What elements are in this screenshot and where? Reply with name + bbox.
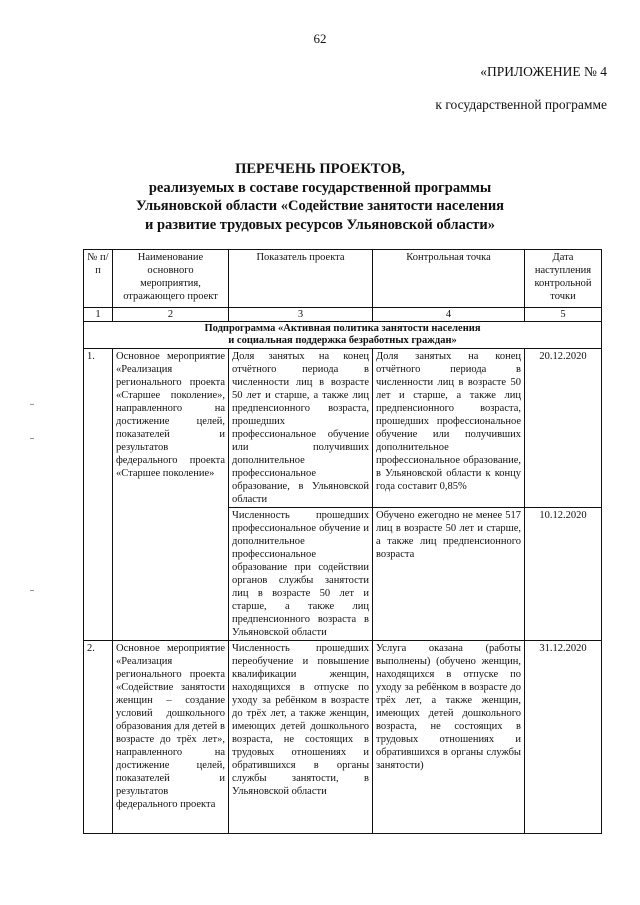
subprogram-line: Подпрограмма «Активная политика занятости населения bbox=[204, 323, 481, 334]
document-title bbox=[0, 160, 640, 234]
row-num: 2. bbox=[84, 641, 113, 834]
title-line: реализуемых в составе государственной программы bbox=[148, 179, 492, 196]
title-line: и развитие трудовых ресурсов Ульяновской области» bbox=[144, 216, 496, 233]
appendix-label: «ПРИЛОЖЕНИЕ № 4 bbox=[480, 64, 607, 79]
table-row bbox=[84, 349, 602, 508]
header-num: № п/п bbox=[84, 250, 113, 308]
row-indicator: Численность прошедших профессиональное обучение и дополнительное профессиональное образование при содействии органов службы занятости лиц в возрасте 50 лет и старше, а также лиц предпенсионного возраста в Ульяновской области bbox=[229, 508, 373, 641]
header-indicator: Показатель проекта bbox=[229, 250, 373, 308]
scan-speck bbox=[30, 590, 34, 591]
subprogram-row bbox=[84, 322, 602, 349]
row-date: 31.12.2020 bbox=[525, 641, 602, 834]
row-measure: Основное мероприятие «Реализация регионального проекта «Содействие занятости женщин – создание условий дошкольного образования для детей в возрасте до трёх лет», направленного на достижение целей, показателей и результатов федерального проекта bbox=[113, 641, 229, 834]
title-line: ПЕРЕЧЕНЬ ПРОЕКТОВ, bbox=[235, 161, 405, 177]
scan-speck bbox=[30, 438, 34, 439]
column-number: 5 bbox=[525, 308, 602, 322]
row-indicator: Доля занятых на конец отчётного периода в численности лиц в возрасте 50 лет и старше, а также лиц предпенсионного возраста, прошедших профессиональное обучение или получивших дополнительное профессиональное образование, в Ульяновской области bbox=[229, 349, 373, 508]
row-date: 20.12.2020 bbox=[525, 349, 602, 508]
row-num: 1. bbox=[84, 349, 113, 641]
row-indicator: Численность прошедших переобучение и повышение квалификации женщин, находящихся в отпуске по уходу за ребёнком в возрасте до трёх лет, а также женщин, имеющих детей дошкольного возраста, не состоящих в трудовых отношениях и обратившихся в органы службы занятости, в Ульяновской области bbox=[229, 641, 373, 834]
column-number: 4 bbox=[373, 308, 525, 322]
column-number: 2 bbox=[113, 308, 229, 322]
projects-table bbox=[83, 249, 602, 834]
header-checkpoint: Контрольная точка bbox=[373, 250, 525, 308]
table-row bbox=[84, 641, 602, 834]
subprogram-cell bbox=[84, 322, 602, 349]
column-number: 3 bbox=[229, 308, 373, 322]
column-number-row bbox=[84, 308, 602, 322]
column-number: 1 bbox=[84, 308, 113, 322]
header-date: Дата наступления контрольной точки bbox=[525, 250, 602, 308]
row-measure: Основное мероприятие «Реализация регионального проекта «Старшее поколение», направленного на достижение целей, показателей и результатов федерального проекта «Старшее поколение» bbox=[113, 349, 229, 641]
row-checkpoint: Доля занятых на конец отчётного периода в численности лиц в возрасте 50 лет и старше, а также лиц предпенсионного возраста, прошедших профессиональное обучение или получивших дополнительное профессиональное образование, в Ульяновской области к концу года составит 0,85% bbox=[373, 349, 525, 508]
title-line: Ульяновской области «Содействие занятости населения bbox=[135, 198, 505, 214]
row-checkpoint: Обучено ежегодно не менее 517 лиц в возрасте 50 лет и старше, а также лиц предпенсионного возраста bbox=[373, 508, 525, 641]
row-checkpoint: Услуга оказана (работы выполнены) (обучено женщин, находящихся в отпуске по уходу за ребёнком в возрасте до трёх лет, а также женщин, имеющих детей дошкольного возраста, не состоящих в трудовых отношениях и обратившихся в органы службы занятости) bbox=[373, 641, 525, 834]
subprogram-line: и социальная поддержка безработных граждан» bbox=[228, 335, 457, 346]
header-measure: Наименование основного мероприятия, отражающего проект bbox=[113, 250, 229, 308]
scan-speck bbox=[30, 404, 34, 405]
page-number: 62 bbox=[313, 31, 327, 46]
row-date: 10.12.2020 bbox=[525, 508, 602, 641]
table-header-row bbox=[84, 250, 602, 308]
program-reference: к государственной программе bbox=[435, 97, 607, 112]
